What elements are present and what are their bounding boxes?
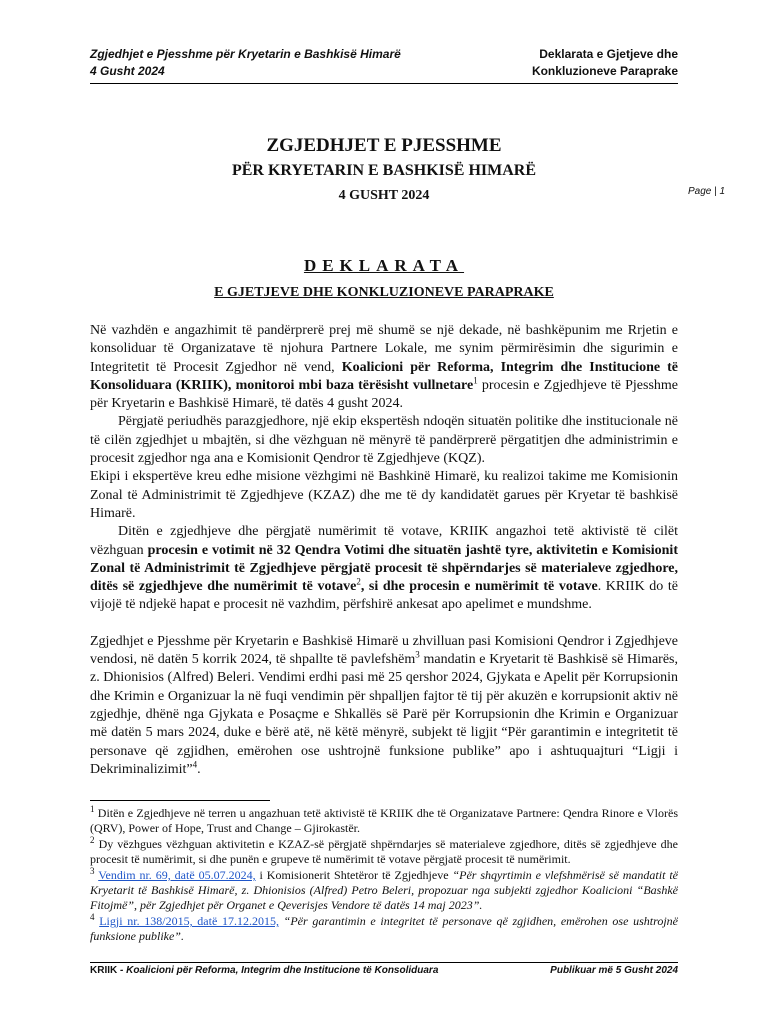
footnote-ref-2[interactable]: 2 [356, 576, 361, 587]
paragraph-5-text: Zgjedhjet e Pjesshme për Kryetarin e Bashkisë Himarë u zhvilluan pasi Komisioni Qendror i Zgjedhjeve vendosi, në datën 5 korrik 2024, të shpallte të pavlefshëm [90, 633, 678, 668]
footnotes [90, 806, 678, 945]
footnote-ref-3[interactable]: 3 [415, 649, 420, 660]
header-divider [90, 83, 678, 84]
paragraph-5-text-end: . [197, 761, 201, 777]
paragraph-1-text: Në vazhdën e angazhimit të pandërprerë prej më shumë se një dekade, në bashkëpunim me Rrjetin e konsoliduar të Organizatave të njohura Partnere Lokale, me synim përmirësimin dhe sigurimin e Integritetit të Procesit Zgjedhor në vend, [90, 323, 678, 375]
page-number: Page | 1 [688, 186, 726, 197]
footer-org-full: - Koalicioni për Reforma, Integrim dhe Institucione të Konsoliduara [117, 965, 439, 976]
footnote-4-number: 4 [90, 912, 95, 922]
footnote-2 [90, 837, 678, 867]
declaration-subheading: E GJETJEVE DHE KONKLUZIONEVE PARAPRAKE [214, 285, 554, 300]
footnote-4-link[interactable]: Ligji nr. 138/2015, datë 17.12.2015, [99, 914, 279, 928]
footnote-ref-4[interactable]: 4 [192, 759, 198, 770]
paragraph-1-bold: Koalicioni për Reforma, Integrim dhe Institucione të Konsoliduara (KRIIK), monitoroi mbi baza tërësisht vullnetare [90, 359, 678, 393]
paragraph-2: Përgjatë periudhës parazgjedhore, një ekip ekspertësh ndoqën situatën politike dhe institucionale në të cilën zgjedhjet u mbajtën, si dhe vëzhguan në mënyrë të pandërprerë përgatitjen dhe administrimin e procesit zgjedhor nga ana e Komisionit Qendror të Zgjedhjeve (KQZ). [90, 414, 678, 467]
paragraph-5-text-mid: mandatin e Kryetarit të Bashkisë së Himarës, z. Dhionisios (Alfred) Beleri. Vendimi erdhi pasi më 25 qershor 2024, Gjykata e Apelit për Korrupsionin dhe Krimin e Organizuar la në fuqi vendimin për shpalljen fajtor të tij për akuzën e korrupsionit aktiv në zgjedhje, dhënë nga Gjykata e Posaçme e Shkallës së Parë për Korrupsionin dhe Krimin e Organizuar më datën 5 mars 2024, duke e bërë atë, në këtë mënyrë, subjekt të ligjit “Për garantimin e integritetit të personave që zgjidhen, emërohen ose ushtrojnë funksione publike” apo i ashtuquajturi “Ligji i Dekriminalizimit” [90, 652, 678, 777]
paragraph-4 [90, 523, 678, 614]
footnote-2-number: 2 [90, 835, 95, 845]
footnote-3-link[interactable]: Vendim nr. 69, datë 05.07.2024, [98, 868, 256, 882]
declaration-heading: DEKLARATA [303, 256, 465, 275]
header-left [90, 46, 450, 80]
footnote-4 [90, 914, 678, 944]
footnote-4-italic: “Për garantimin e integritet të personave që zgjidhen, emërohen ose ushtrojnë funksione publike”. [90, 914, 678, 943]
footnote-3-text: i Komisionerit Shtetëror të Zgjedhjeve [255, 868, 453, 882]
paragraph-4-text-end: . KRIIK do të vijojë të ndjekë hapat e procesit në vazhdim, përfshirë ankesat apo apelimet e mundshme. [90, 579, 678, 613]
paragraph-4-text: Ditën e zgjedhjeve dhe përgjatë numërimit të votave, KRIIK angazhoi tetë aktivistë të cilët vëzhguan [90, 524, 678, 558]
footer-org-short: KRIIK [90, 965, 118, 976]
title-line-2: PËR KRYETARIN E BASHKISË HIMARË [231, 162, 537, 179]
footer-organization [90, 965, 438, 976]
footnote-2-text: Dy vëzhgues vëzhguan aktivitetin e KZAZ-së përgjatë shpërndarjes së materialeve zgjedhore, ditës së zgjedhjeve dhe procesit të numërimit, si dhe punën e grupeve të numërimit të votave përgjatë procesit të numërimit. [90, 837, 678, 866]
body-text [90, 322, 678, 779]
paragraph-5 [90, 633, 678, 779]
footer-divider [90, 962, 678, 963]
footnote-3-number: 3 [90, 866, 95, 876]
header-doc-type-line2: Konkluzioneve Paraprake [531, 64, 678, 78]
footnote-separator [90, 800, 270, 801]
title-line-1: ZGJEDHJET E PJESSHME [266, 135, 502, 156]
footnote-3 [90, 868, 678, 913]
paragraph-3: Ekipi i ekspertëve kreu edhe misione vëzhgimi në Bashkinë Himarë, ku realizoi takime me Komisionin Zonal të Administrimit të Zgjedhjeve (KZAZ) dhe me të dy kandidatët garues për Kryetar të bashkisë Himarë. [90, 469, 678, 521]
footer-published-date: Publikuar më 5 Gusht 2024 [550, 965, 678, 976]
footnote-1-text: Ditën e Zgjedhjeve në terren u angazhuan tetë aktivistë të KRIIK dhe të Organizatave Partnere: Qendra Rinore e Vlorës (QRV), Power of Hope, Trust and Change – Gjirokastër. [90, 806, 678, 835]
footnote-1 [90, 806, 678, 836]
paragraph-1-text-end: procesin e Zgjedhjeve të Pjesshme për Kryetarin e Bashkisë Himarë, të datës 4 gusht 2024. [90, 377, 679, 412]
footnote-1-number: 1 [90, 804, 95, 814]
declaration-heading-block [90, 254, 678, 302]
header-date: 4 Gusht 2024 [90, 64, 165, 78]
title-date: 4 GUSHT 2024 [338, 188, 430, 203]
footnote-ref-1[interactable]: 1 [473, 375, 478, 386]
title-block [90, 134, 678, 206]
paragraph-4-bold-2: , si dhe procesin e numërimit të votave [360, 579, 598, 595]
header-doc-type-line1: Deklarata e Gjetjeve dhe [539, 47, 678, 61]
footnote-3-italic: “Për shqyrtimin e vlefshmërisë së mandatit të Kryetarit të Bashkisë Himarë, z. Dhionisios (Alfred) Petro Beleri, propozuar nga subjekti zgjedhor Koalicioni “Bashkë Fitojmë”, për Zgjedhjet për Organet e Qeverisjes Vendore të datës 14 maj 2023”. [90, 868, 678, 912]
paragraph-4-bold: procesin e votimit në 32 Qendra Votimi dhe situatën jashtë tyre, aktivitetin e Komisionit Zonal të Administrimit të Zgjedhjeve përgjatë procesit të shpërndarjes së materialeve zgjedhore, ditës së zgjedhjeve dhe numërimit të votave [90, 542, 678, 595]
paragraph-1 [90, 322, 678, 413]
header-document-title: Zgjedhjet e Pjesshme për Kryetarin e Bashkisë Himarë [90, 47, 401, 61]
header-right [438, 46, 678, 80]
